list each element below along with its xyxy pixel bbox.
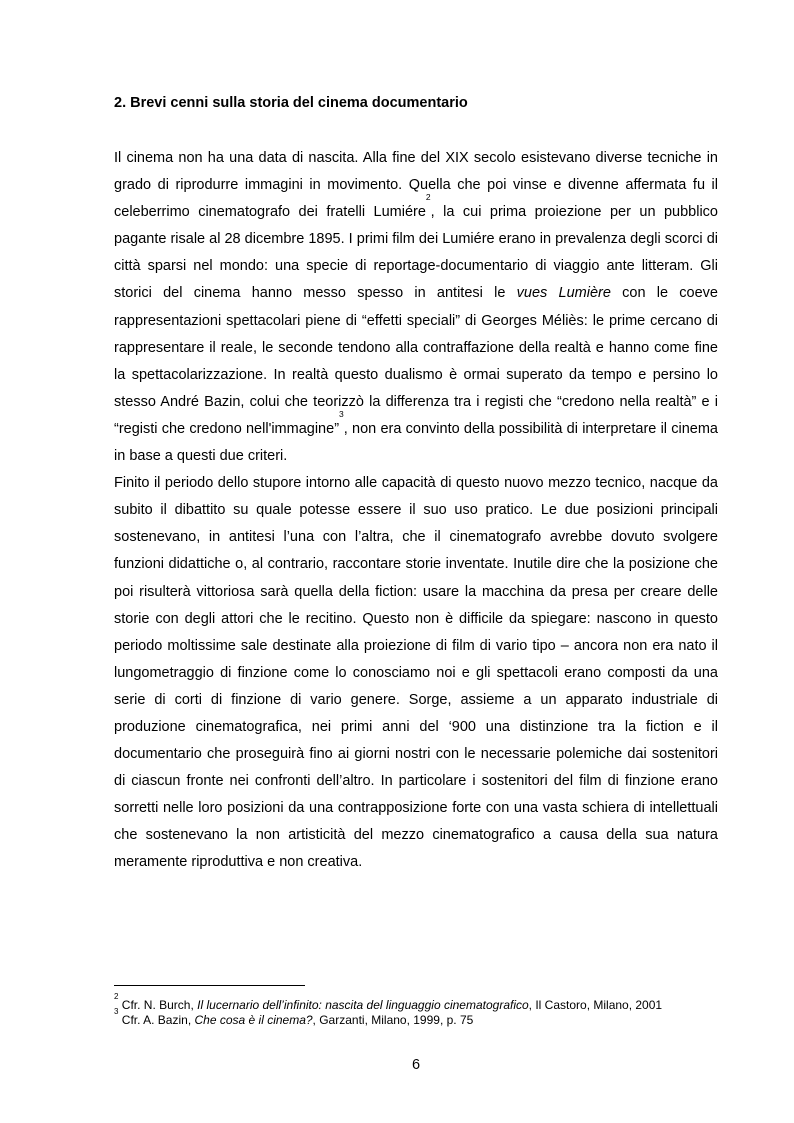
footnote-number: 2 bbox=[114, 992, 119, 1001]
paragraph-1-italic-vues-lumiere: vues Lumière bbox=[516, 285, 611, 302]
footnote-title: Il lucernario dell’infinito: nascita del linguaggio cinematografico bbox=[197, 998, 529, 1012]
section-heading: 2. Brevi cenni sulla storia del cinema documentario bbox=[114, 95, 468, 111]
footnote-item bbox=[114, 992, 718, 1013]
footnotes bbox=[114, 992, 718, 1027]
page-number: 6 bbox=[411, 1057, 421, 1073]
paragraph-2: Finito il periodo dello stupore intorno alle capacità di questo nuovo mezzo tecnico, nacque da subito il dibattito su quale potesse essere il suo uso pratico. Le due posizioni principali sostenevano, in antitesi l’una con l’altra, che il cinematografo avrebbe dovuto svolgere funzioni didattiche o, al contrario, raccontare storie inventate. Inutile dire che la posizione che poi risulterà vittoriosa sarà quella della fiction: usare la macchina da presa per creare delle storie con degli attori che le recitino. Questo non è difficile da spiegare: nascono in questo periodo moltissime sale destinate alla proiezione di film di vario tipo – ancora non era nato il lungometraggio di finzione come lo conosciamo noi e gli spettacoli erano composti da una serie di corti di finzione di vario genere. Sorge, assieme a un apparato industriale di produzione cinematografica, nei primi anni del ‘900 una distinzione tra la fiction e il documentario che proseguirà fino ai giorni nostri con le necessarie polemiche dai sostenitori di ciascun fronte nei confronti dell’altro. In particolare i sostenitori del film di finzione erano sorretti nelle loro posizioni da una contrapposizione forte con una vasta schiera di intellettuali che sostenevano la non artisticità del mezzo cinematografico a causa della sua natura meramente riproduttiva e non creativa. bbox=[114, 475, 718, 871]
footnote-title: Che cosa è il cinema? bbox=[194, 1012, 313, 1027]
paragraph-1-text-b: , la cui prima proiezione per un pubblico pagante risale al 28 dicembre 1895. I primi film dei Lumiére erano in prevalenza degli scorci di città sparsi nel mondo: una specie di reportage-documentario di viaggio ante litteram. Gli storici del cinema hanno messo spesso in antitesi le bbox=[114, 204, 718, 302]
footnote-ref-3: 3 bbox=[339, 408, 344, 419]
footnote-ref-2: 2 bbox=[425, 192, 431, 203]
footnote-text: Cfr. A. Bazin, bbox=[118, 1012, 195, 1027]
footnote-number: 3 bbox=[114, 1006, 119, 1016]
body-text bbox=[114, 145, 718, 877]
document-page bbox=[114, 0, 718, 1123]
paragraph-1 bbox=[114, 145, 718, 470]
paragraph-1-text-d: , non era convinto della possibilità di interpretare il cinema in base a questi due criteri. bbox=[114, 420, 718, 465]
paragraph-1-text-c: con le coeve rappresentazioni spettacolari piene di “effetti speciali” di Georges Méliès: le prime cercano di rappresentare il reale, le seconde tendono alla contraffazione della realtà e hanno come fine la spettacolarizzazione. In realtà questo dualismo è ormai superato da tempo e persino lo stesso André Bazin, colui che teorizzò la differenza tra i registi che “credono nella realtà” e i “registi che credono nell'immagine” bbox=[114, 285, 718, 437]
footnote-text: Cfr. N. Burch, bbox=[118, 998, 198, 1012]
paragraph-1-text-a: Il cinema non ha una data di nascita. Alla fine del XIX secolo esistevano diverse tecniche in grado di riprodurre immagini in movimento. Quella che poi vinse e divenne affermata fu il celeberrimo cinematografo dei fratelli Lumiére bbox=[114, 150, 718, 221]
footnote-text-after: , Il Castoro, Milano, 2001 bbox=[528, 998, 663, 1012]
footnote-text-after: , Garzanti, Milano, 1999, p. 75 bbox=[312, 1012, 474, 1027]
footnote-separator bbox=[114, 985, 305, 986]
footnote-item bbox=[114, 1006, 718, 1028]
